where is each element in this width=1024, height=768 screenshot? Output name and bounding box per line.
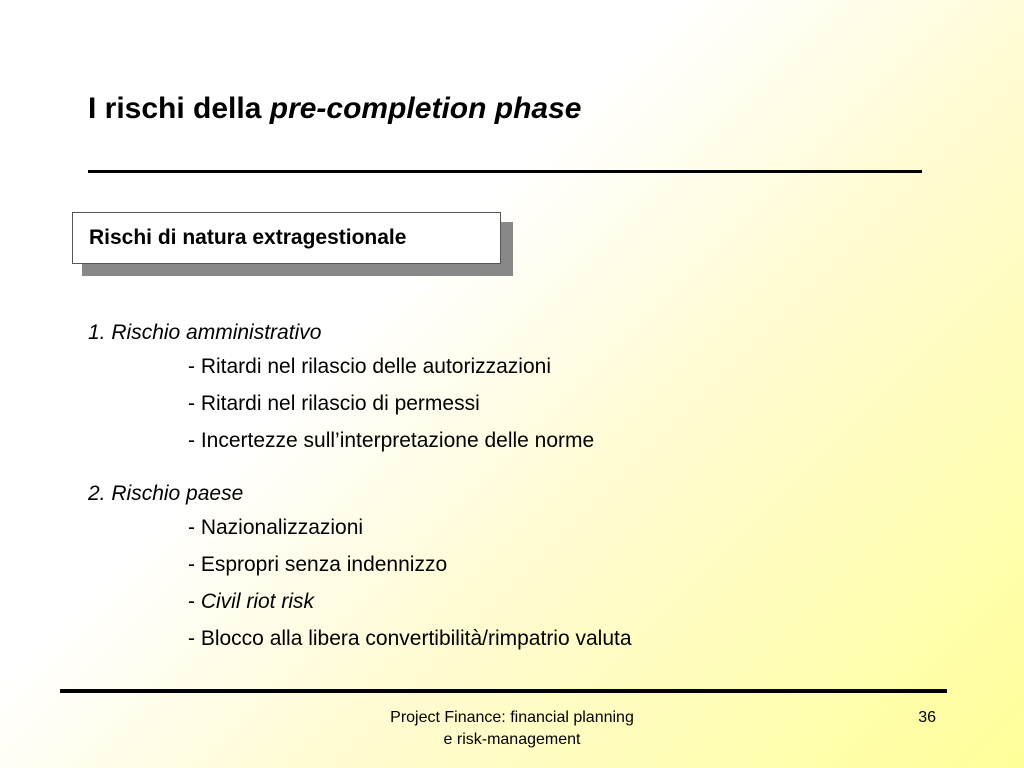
list-item: - Nazionalizzazioni: [188, 516, 364, 539]
list-item: - Blocco alla libera convertibilità/rimpatrio valuta: [188, 627, 632, 650]
slide-title: [88, 92, 581, 126]
footer-divider: [60, 689, 947, 693]
section-items: [88, 348, 632, 459]
section-title: Rischio amministrativo: [111, 321, 322, 344]
list-item: - Espropri senza indennizzo: [188, 553, 448, 576]
section-items: [88, 509, 632, 657]
list-item-italic: Civil riot risk: [200, 590, 314, 613]
list-item: - Incertezze sull’interpretazione delle norme: [188, 429, 595, 452]
list-item: - Ritardi nel rilascio delle autorizzazioni: [188, 355, 551, 378]
footer-line-1: Project Finance: financial planning: [390, 709, 634, 726]
footer-caption: [312, 707, 712, 751]
list-item: - Ritardi nel rilascio di permessi: [188, 392, 480, 415]
page-number: 36: [918, 709, 936, 726]
title-italic: pre-completion phase: [269, 92, 582, 125]
risk-list: [88, 318, 632, 657]
footer-line-2: e risk-management: [443, 731, 581, 748]
title-prefix: I rischi della: [88, 92, 270, 125]
section-number: 2.: [88, 482, 106, 505]
title-underline: [88, 170, 922, 173]
category-box-label: Rischi di natura extragestionale: [89, 226, 407, 249]
risk-section-administrative: [88, 318, 632, 459]
section-heading: [88, 318, 632, 348]
list-item-prefix: -: [188, 590, 201, 613]
section-number: 1.: [88, 321, 106, 344]
section-title: Rischio paese: [111, 482, 244, 505]
list-item: [88, 583, 632, 620]
category-box: [72, 212, 501, 264]
section-heading: [88, 479, 632, 509]
risk-section-country: [88, 479, 632, 657]
